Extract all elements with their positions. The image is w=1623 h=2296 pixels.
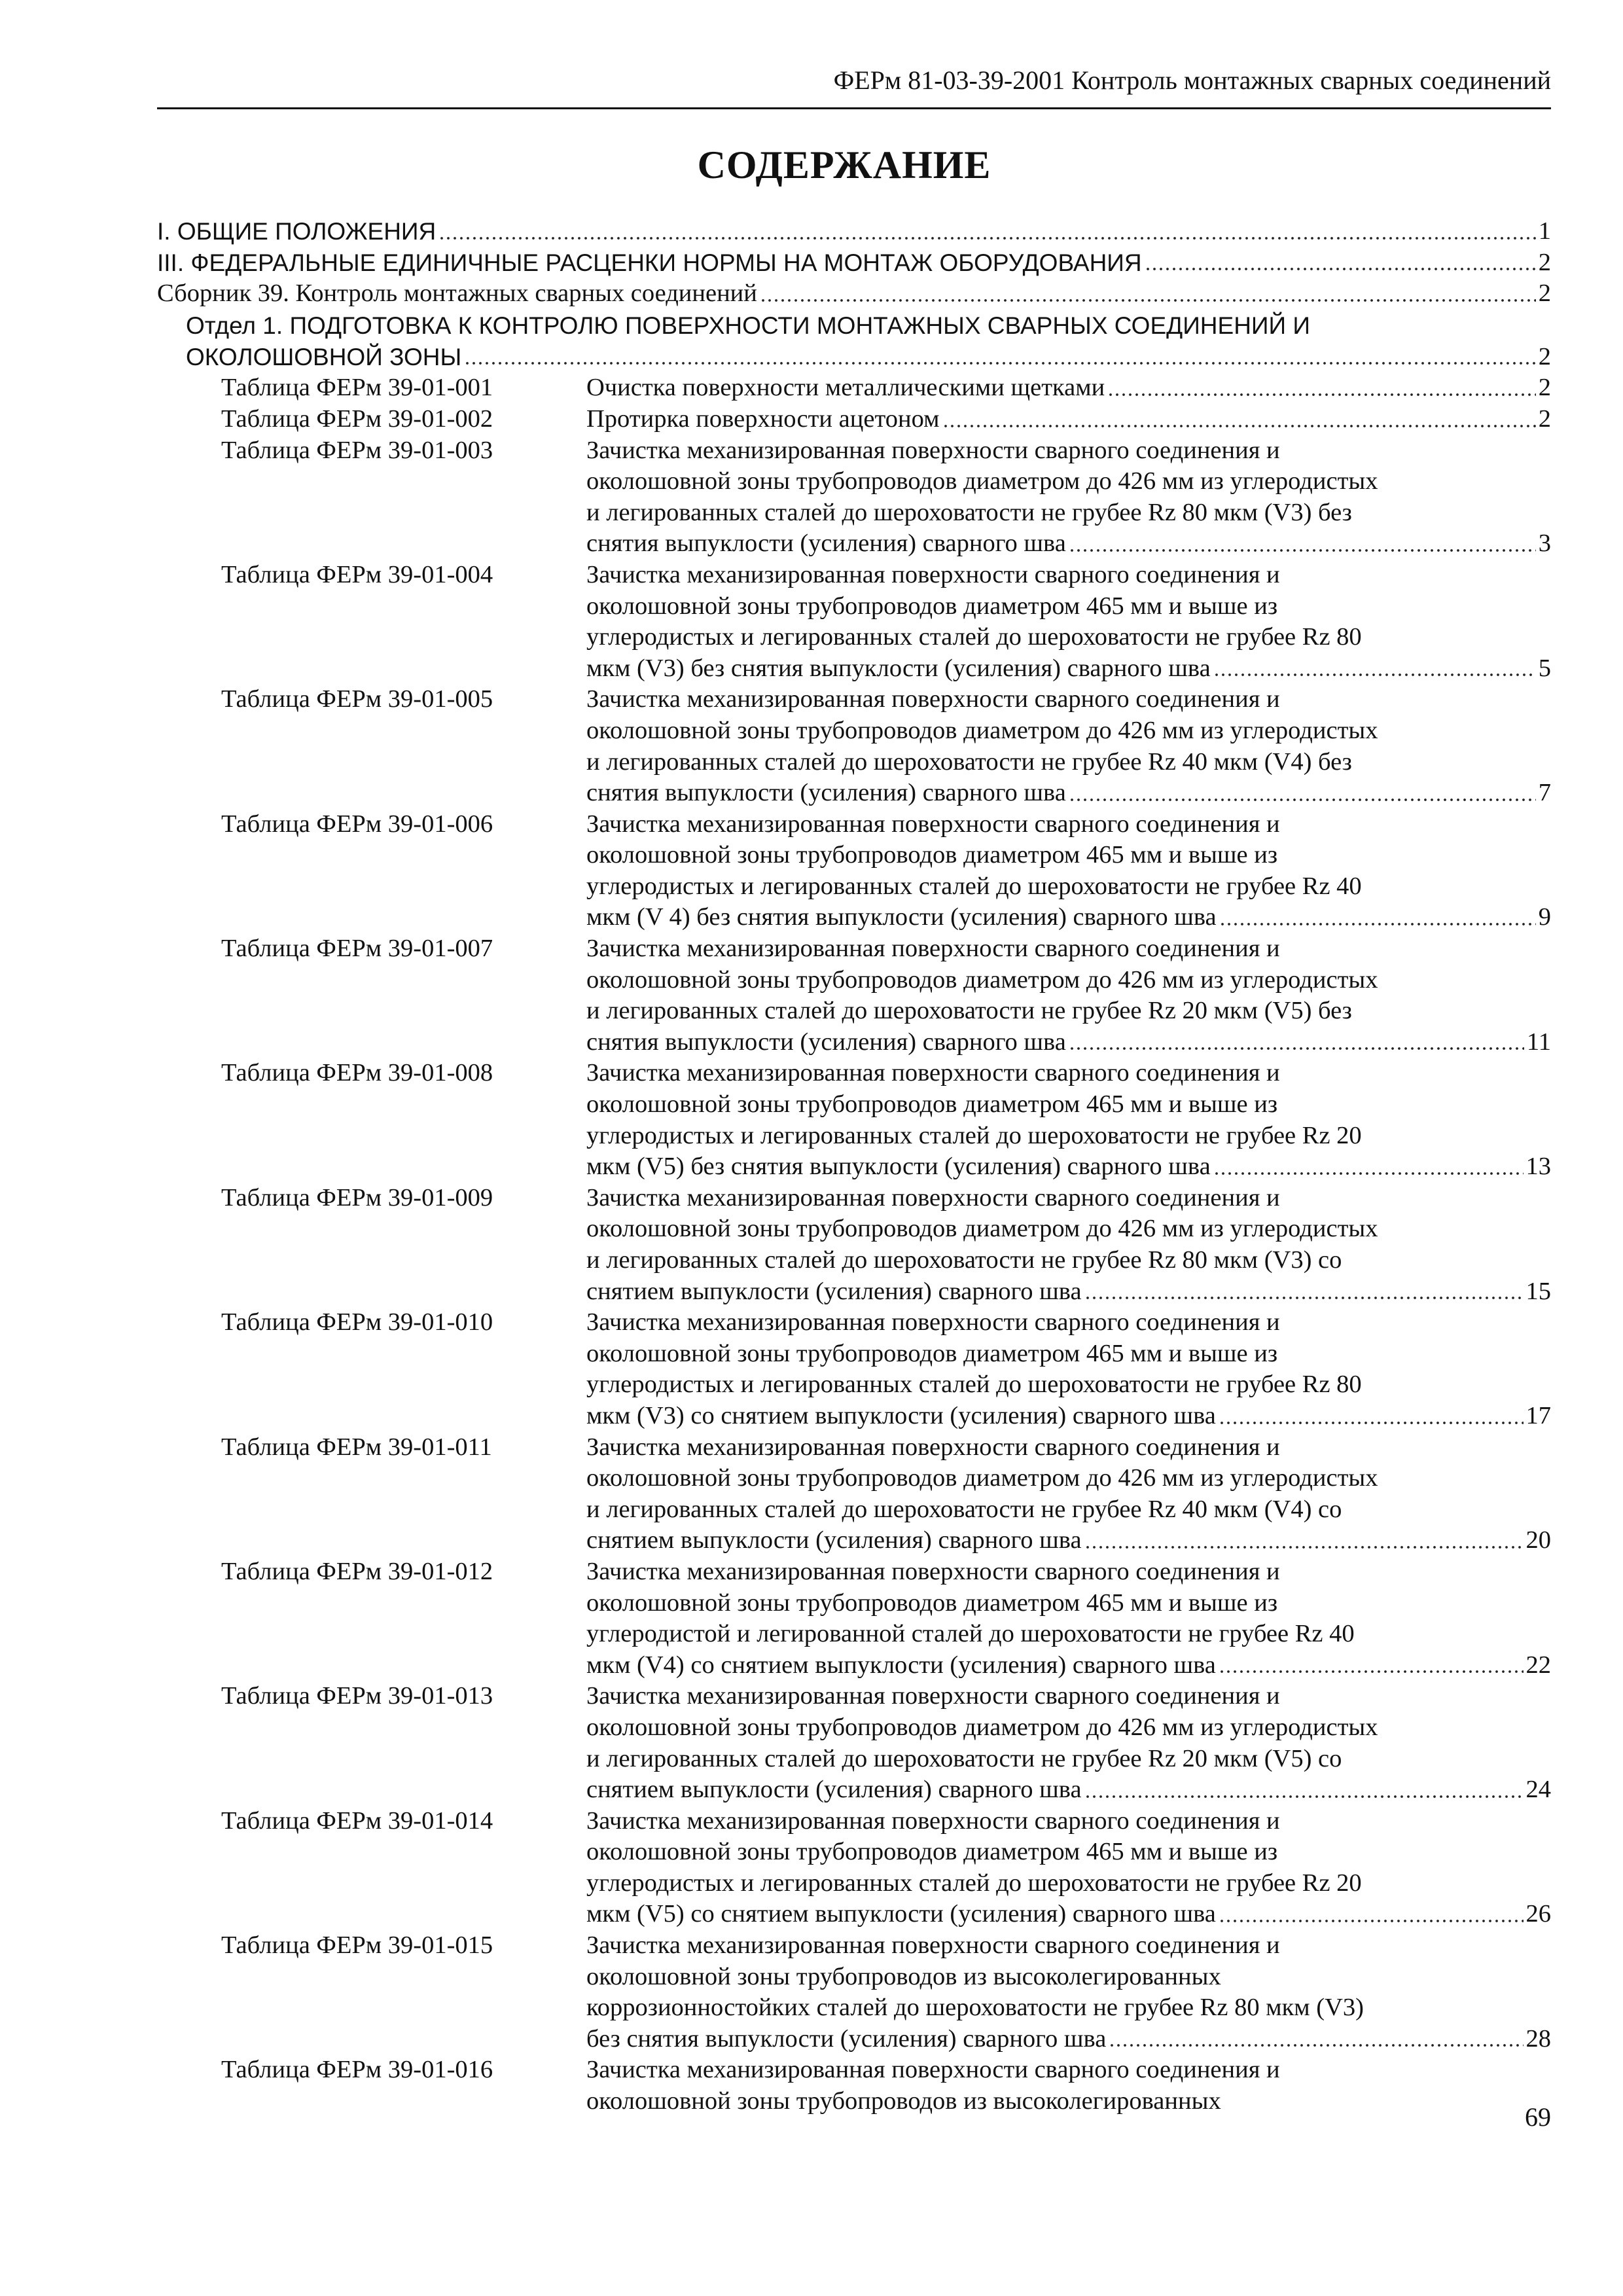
toc-page-number: 3 [1538, 529, 1551, 558]
toc-entry-code: Таблица ФЕРм 39-01-015 [221, 1931, 493, 1960]
running-header: ФЕРм 81-03-39-2001 Контроль монтажных сварных соединений [833, 65, 1551, 95]
toc-entry-title [586, 560, 1551, 684]
dot-leader [1069, 1038, 1524, 1051]
toc-entry-title-line: коррозионностойких сталей до шероховатости не грубее Rz 80 мкм (V3) [586, 1994, 1364, 2022]
toc-entry-title-line: углеродистых и легированных сталей до шероховатости не грубее Rz 80 [586, 623, 1362, 651]
toc-entry[interactable] [157, 560, 1551, 684]
toc-entry[interactable] [157, 404, 1551, 435]
header-rule [157, 107, 1551, 109]
toc-entry-code: Таблица ФЕРм 39-01-004 [221, 560, 493, 588]
toc-entry[interactable] [157, 2054, 1551, 2117]
toc-page-number: 2 [1538, 404, 1551, 433]
toc-entry[interactable] [157, 1307, 1551, 1431]
toc-entry-code: Таблица ФЕРм 39-01-012 [221, 1557, 493, 1585]
toc-page-number: 17 [1525, 1401, 1551, 1429]
toc-entry-title-line: мкм (V5) со снятием выпуклости (усиления) сварного шва [586, 1900, 1216, 1928]
toc-entry-title-line: Зачистка механизированная поверхности сварного соединения и [586, 1806, 1280, 1835]
toc-entry-title-line: Зачистка механизированная поверхности сварного соединения и [586, 2056, 1280, 2084]
toc-page-number: 1 [1538, 217, 1551, 245]
toc-section-label: I. ОБЩИЕ ПОЛОЖЕНИЯ [157, 218, 437, 245]
toc-page-number: 2 [1538, 279, 1551, 308]
toc-entry[interactable] [157, 1432, 1551, 1556]
toc-entry[interactable] [157, 435, 1551, 560]
toc-entry-code: Таблица ФЕРм 39-01-007 [221, 935, 493, 963]
toc-entry-title-line: околошовной зоны трубопроводов диаметром 465 мм и выше из [586, 1588, 1278, 1617]
dot-leader [464, 353, 1535, 366]
toc-entries [157, 372, 1551, 2117]
toc-entry-title [586, 404, 1551, 435]
toc-entry-title-line: углеродистой и легированной сталей до шероховатости не грубее Rz 40 [586, 1620, 1355, 1648]
toc-entry[interactable] [157, 372, 1551, 404]
toc-entry-title-line: Протирка поверхности ацетоном [586, 404, 940, 433]
toc-entry-title [586, 1183, 1551, 1307]
toc-entry[interactable] [157, 1806, 1551, 1930]
toc-entry-title-line: Зачистка механизированная поверхности сварного соединения и [586, 1433, 1280, 1461]
dot-leader [1107, 384, 1536, 397]
toc-page-number: 28 [1525, 2024, 1551, 2053]
toc-entry-code: Таблица ФЕРм 39-01-006 [221, 810, 493, 838]
toc-entry[interactable] [157, 1556, 1551, 1681]
toc-entry-code: Таблица ФЕРм 39-01-013 [221, 1682, 493, 1710]
toc-entry-title [586, 1556, 1551, 1681]
toc-page-number: 2 [1538, 342, 1551, 370]
toc-entry-title-line: околошовной зоны трубопроводов диаметром 465 мм и выше из [586, 841, 1278, 869]
toc-entry[interactable] [157, 684, 1551, 808]
toc-entry-title-line: снятием выпуклости (усиления) сварного шва [586, 1776, 1082, 1804]
toc-entry-code: Таблица ФЕРм 39-01-003 [221, 436, 493, 464]
toc-entry-title-line: околошовной зоны трубопроводов диаметром до 426 мм из углеродистых [586, 1713, 1378, 1741]
toc-entry-title-line: Зачистка механизированная поверхности сварного соединения и [586, 560, 1280, 588]
toc-entry-title-line: углеродистых и легированных сталей до шероховатости не грубее Rz 80 [586, 1371, 1362, 1399]
toc-entry-title [586, 684, 1551, 808]
toc-entry-title-line: околошовной зоны трубопроводов диаметром до 426 мм из углеродистых [586, 1215, 1378, 1243]
dot-leader [1084, 1786, 1524, 1799]
toc-entry-title-line: и легированных сталей до шероховатости не грубее Rz 20 мкм (V5) без [586, 997, 1352, 1025]
dot-leader [1109, 2035, 1523, 2048]
dot-leader [1219, 1661, 1524, 1674]
toc-entry-code: Таблица ФЕРм 39-01-008 [221, 1059, 493, 1087]
toc-entry-title-line: углеродистых и легированных сталей до шероховатости не грубее Rz 40 [586, 872, 1362, 900]
toc-entry-title-line: мкм (V3) со снятием выпуклости (усиления) сварного шва [586, 1401, 1216, 1429]
toc-entry-title [586, 2054, 1551, 2117]
toc-entry-title-line: Зачистка механизированная поверхности сварного соединения и [586, 1308, 1280, 1336]
toc-entry-title-line: околошовной зоны трубопроводов из высоколегированных [586, 1962, 1221, 1990]
toc-entry-title [586, 372, 1551, 404]
toc-entry-title-line: околошовной зоны трубопроводов из высоколегированных [586, 2087, 1221, 2115]
toc-page-number: 24 [1525, 1776, 1551, 1804]
toc-entry-title-line: снятия выпуклости (усиления) сварного шва [586, 1028, 1066, 1056]
toc-page-number: 20 [1525, 1526, 1551, 1554]
dot-leader [1084, 1287, 1524, 1300]
toc-entry-title-line: Зачистка механизированная поверхности сварного соединения и [586, 935, 1280, 963]
toc-page-number: 11 [1526, 1028, 1551, 1056]
toc-entry-title-line: мкм (V4) со снятием выпуклости (усиления) сварного шва [586, 1651, 1216, 1679]
toc-entry[interactable] [157, 1681, 1551, 1805]
toc-entry-title-line: Зачистка механизированная поверхности сварного соединения и [586, 1557, 1280, 1585]
toc-entry-title-line: мкм (V5) без снятия выпуклости (усиления) сварного шва [586, 1153, 1211, 1181]
toc-entry-title-line: Зачистка механизированная поверхности сварного соединения и [586, 685, 1280, 713]
toc-entry[interactable] [157, 1058, 1551, 1182]
toc-entry-title-line: околошовной зоны трубопроводов диаметром 465 мм и выше из [586, 1339, 1278, 1367]
toc-entry-code: Таблица ФЕРм 39-01-010 [221, 1308, 493, 1336]
toc-entry-title-line: и легированных сталей до шероховатости не грубее Rz 80 мкм (V3) со [586, 1246, 1342, 1274]
dot-leader [1069, 789, 1536, 802]
toc-entry-title-line: углеродистых и легированных сталей до шероховатости не грубее Rz 20 [586, 1869, 1362, 1897]
toc-entry-title-line: Зачистка механизированная поверхности сварного соединения и [586, 1682, 1280, 1710]
toc-entry-title-line: Очистка поверхности металлическими щетками [586, 374, 1105, 402]
dot-leader [1084, 1537, 1524, 1550]
dot-leader [760, 290, 1536, 303]
toc-entry-title-line: без снятия выпуклости (усиления) сварного шва [586, 2024, 1107, 2053]
page-title: СОДЕРЖАНИЕ [697, 143, 991, 187]
toc-page-number: 22 [1525, 1651, 1551, 1679]
toc-entry-title-line: околошовной зоны трубопроводов диаметром 465 мм и выше из [586, 592, 1278, 620]
toc-entry[interactable] [157, 933, 1551, 1058]
toc-entry-title-line: околошовной зоны трубопроводов диаметром до 426 мм из углеродистых [586, 1464, 1378, 1492]
toc-entry-title-line: и легированных сталей до шероховатости не грубее Rz 40 мкм (V4) без [586, 747, 1352, 776]
toc-section-label: Сборник 39. Контроль монтажных сварных соединений [157, 279, 757, 308]
dot-leader [1219, 1412, 1524, 1426]
toc-department-label-line1: Отдел 1. ПОДГОТОВКА К КОНТРОЛЮ ПОВЕРХНОСТИ МОНТАЖНЫХ СВАРНЫХ СОЕДИНЕНИЙ И [186, 312, 1310, 339]
toc-page-number: 15 [1525, 1277, 1551, 1305]
toc-entry-title-line: Зачистка механизированная поверхности сварного соединения и [586, 1931, 1280, 1960]
page-number: 69 [1525, 2102, 1551, 2132]
toc-entry-title-line: Зачистка механизированная поверхности сварного соединения и [586, 810, 1280, 838]
toc-entry-title [586, 1307, 1551, 1431]
toc-page-number: 26 [1525, 1900, 1551, 1928]
toc-entry-title [586, 1432, 1551, 1556]
toc-entry-title [586, 809, 1551, 933]
toc-entry-title [586, 1806, 1551, 1930]
toc-entry-title-line: снятия выпуклости (усиления) сварного шва [586, 779, 1066, 807]
dot-leader [1145, 259, 1536, 272]
toc-entry-title [586, 933, 1551, 1058]
toc-entry-code: Таблица ФЕРм 39-01-005 [221, 685, 493, 713]
toc-section-federal[interactable] [157, 247, 1551, 279]
toc-entry-title-line: и легированных сталей до шероховатости не грубее Rz 80 мкм (V3) без [586, 498, 1352, 526]
dot-leader [1069, 540, 1536, 553]
dot-leader [1213, 1163, 1524, 1176]
toc-entry-code: Таблица ФЕРм 39-01-014 [221, 1806, 493, 1835]
toc-entry-title-line: околошовной зоны трубопроводов диаметром до 426 мм из углеродистых [586, 716, 1378, 744]
toc-entry-code: Таблица ФЕРм 39-01-001 [221, 374, 493, 402]
toc-entry-title-line: околошовной зоны трубопроводов диаметром до 426 мм из углеродистых [586, 965, 1378, 994]
toc-section-collection[interactable] [157, 278, 1551, 310]
toc-entry[interactable] [157, 1930, 1551, 2054]
dot-leader [1213, 664, 1536, 677]
toc-entry-title-line: мкм (V3) без снятия выпуклости (усиления) сварного шва [586, 654, 1211, 682]
toc-page-number: 2 [1538, 374, 1551, 402]
toc-page-number: 5 [1538, 654, 1551, 682]
toc-page-number: 9 [1538, 903, 1551, 931]
toc-page-number: 7 [1538, 779, 1551, 807]
dot-leader [438, 228, 1536, 241]
toc-entry-code: Таблица ФЕРм 39-01-011 [221, 1433, 492, 1461]
toc-entry-code: Таблица ФЕРм 39-01-002 [221, 404, 493, 433]
toc-section-label: III. ФЕДЕРАЛЬНЫЕ ЕДИНИЧНЫЕ РАСЦЕНКИ НОРМЫ НА МОНТАЖ ОБОРУДОВАНИЯ [157, 249, 1142, 276]
dot-leader [1219, 1910, 1524, 1924]
toc-section-general[interactable] [157, 216, 1551, 247]
toc-entry-title-line: мкм (V 4) без снятия выпуклости (усиления) сварного шва [586, 903, 1217, 931]
toc-entry-title [586, 435, 1551, 560]
toc-entry-title-line: и легированных сталей до шероховатости не грубее Rz 20 мкм (V5) со [586, 1744, 1342, 1772]
table-of-contents [157, 216, 1551, 2117]
toc-entry-title-line: Зачистка механизированная поверхности сварного соединения и [586, 436, 1280, 464]
toc-entry-title-line: Зачистка механизированная поверхности сварного соединения и [586, 1183, 1280, 1211]
toc-entry-title-line: околошовной зоны трубопроводов диаметром 465 мм и выше из [586, 1838, 1278, 1866]
toc-entry-code: Таблица ФЕРм 39-01-009 [221, 1183, 493, 1211]
toc-department[interactable] [157, 310, 1551, 373]
toc-department-label-line2: ОКОЛОШОВНОЙ ЗОНЫ [186, 343, 462, 370]
dot-leader [1219, 914, 1536, 927]
dot-leader [942, 416, 1536, 429]
toc-entry-title-line: снятием выпуклости (усиления) сварного шва [586, 1277, 1082, 1305]
toc-entry-title-line: околошовной зоны трубопроводов диаметром 465 мм и выше из [586, 1090, 1278, 1119]
toc-page-number: 13 [1525, 1153, 1551, 1181]
toc-entry-code: Таблица ФЕРм 39-01-016 [221, 2056, 493, 2084]
toc-page-number: 2 [1538, 248, 1551, 276]
toc-entry-title-line: Зачистка механизированная поверхности сварного соединения и [586, 1059, 1280, 1087]
toc-entry-title [586, 1930, 1551, 2054]
toc-entry-title-line: снятия выпуклости (усиления) сварного шва [586, 529, 1066, 558]
toc-entry-title [586, 1058, 1551, 1182]
toc-entry-title [586, 1681, 1551, 1805]
toc-entry-title-line: и легированных сталей до шероховатости не грубее Rz 40 мкм (V4) со [586, 1495, 1342, 1523]
toc-entry[interactable] [157, 809, 1551, 933]
toc-entry-title-line: углеродистых и легированных сталей до шероховатости не грубее Rz 20 [586, 1121, 1362, 1149]
toc-entry[interactable] [157, 1183, 1551, 1307]
toc-entry-title-line: околошовной зоны трубопроводов диаметром до 426 мм из углеродистых [586, 467, 1378, 495]
toc-entry-title-line: снятием выпуклости (усиления) сварного шва [586, 1526, 1082, 1554]
